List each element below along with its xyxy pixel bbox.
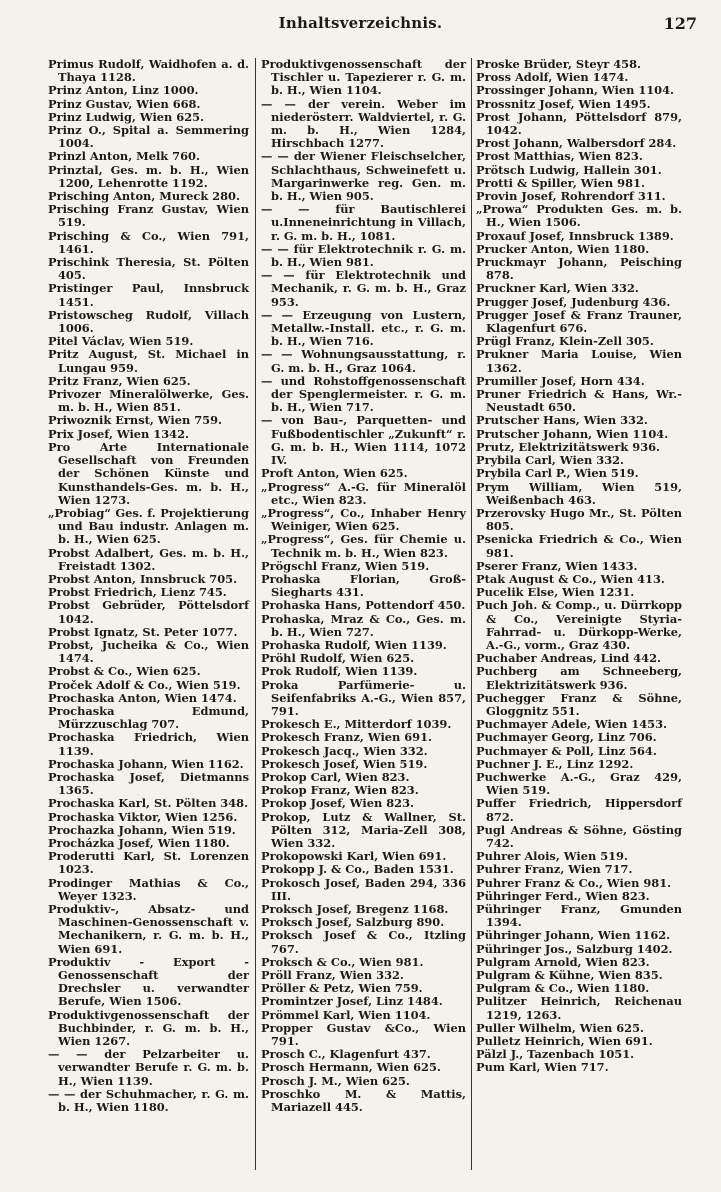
index-entry: Pruner Friedrich & Hans, Wr.-Neustadt 650.: [476, 387, 682, 415]
index-entry: Prinz Ludwig, Wien 625.: [48, 109, 205, 124]
index-entry: Prugger Josef & Franz Trauner, Klagenfurt 676.: [476, 307, 682, 336]
index-entry: — — für Elektrotechnik und Mechanik, r. G. m. b. H., Graz 953.: [261, 268, 466, 309]
page-header: [0, 6, 721, 40]
index-entry: Prohaska Hans, Pottendorf 450.: [261, 598, 466, 613]
index-entry: Prutscher Johann, Wien 1104.: [476, 426, 669, 441]
index-entry: Proka Parfümerie- u. Seifenfabriks A.-G., Wien 857, 791.: [261, 677, 466, 718]
index-entry: Puchaber Andreas, Lind 442.: [476, 651, 661, 666]
index-entry: Puchberg am Schneeberg, Elektrizitätswerk 936.: [476, 664, 682, 692]
index-entry: Prochaska Friedrich, Wien 1139.: [48, 730, 249, 758]
index-entry: Pucelik Else, Wien 1231.: [476, 585, 635, 600]
index-entry: Prinz Gustav, Wien 668.: [48, 96, 201, 111]
index-entry: Prosch J. M., Wien 625.: [261, 1073, 410, 1088]
index-entry: Probst, Jucheika & Co., Wien 1474.: [48, 637, 249, 666]
index-entry: Prügl Franz, Klein-Zell 305.: [476, 334, 654, 349]
index-entry: Probst Ignatz, St. Peter 1077.: [48, 624, 238, 639]
index-entry: Prumiller Josef, Horn 434.: [476, 373, 645, 388]
index-entry: „Progress“ A.-G. für Mineralöl etc., Wien 823.: [261, 479, 466, 507]
index-entry: Procházka Josef, Wien 1180.: [48, 835, 230, 850]
index-entry: Prybila Carl P., Wien 519.: [476, 466, 639, 481]
index-entry: Prinztal, Ges. m. b. H., Wien 1200, Lehenrotte 1192.: [48, 162, 249, 190]
index-entry: Pserer Franz, Wien 1433.: [476, 558, 638, 573]
index-entry: Puchegger Franz & Söhne, Gloggnitz 551.: [476, 690, 682, 718]
index-entry: Puchwerke A.-G., Graz 429, Wien 519.: [476, 769, 682, 798]
index-entry: Prokop Carl, Wien 823.: [261, 769, 410, 784]
index-entry: Prokop Franz, Wien 823.: [261, 783, 419, 798]
index-entry: Propper Gustav &Co., Wien 791.: [261, 1020, 466, 1049]
index-entry: Privozer Mineralölwerke, Ges. m. b. H., Wien 851.: [48, 387, 249, 415]
index-entry: Prochaska Anton, Wien 1474.: [48, 690, 237, 705]
index-entry: — und Rohstoffgenossenschaft der Spenglermeister. r. G. m. b. H., Wien 717.: [261, 373, 466, 415]
index-entry: Pühringer Franz, Gmunden 1394.: [476, 902, 682, 930]
index-entry: Proček Adolf & Co., Wien 519.: [48, 677, 241, 692]
index-entry: Pross Adolf, Wien 1474.: [476, 70, 629, 85]
index-entry: Puhrer Franz & Co., Wien 981.: [476, 875, 672, 890]
index-entry: Prucker Anton, Wien 1180.: [476, 241, 650, 256]
index-entry: — — Wohnungsausstattung, r. G. m. b. H., Graz 1064.: [261, 347, 466, 375]
index-entry: Prosch Hermann, Wien 625.: [261, 1060, 441, 1075]
index-entry: Prossnitz Josef, Wien 1495.: [476, 96, 651, 111]
index-entry: Prisching Anton, Mureck 280.: [48, 189, 240, 204]
index-entry: — — der Pelzarbeiter u. verwandter Berufe r. G. m. b. H., Wien 1139.: [48, 1047, 249, 1088]
index-entry: Pulgram Arnold, Wien 823.: [476, 954, 650, 969]
index-entry: — von Bau-, Parquetten- und Fußbodentischler „Zukunft“ r. G. m. b. H., Wien 1114, 1072 IV.: [261, 413, 466, 468]
index-entry: Protti & Spiller, Wien 981.: [476, 175, 645, 190]
index-entry: Probst Anton, Innsbruck 705.: [48, 571, 238, 586]
index-entry: Prossinger Johann, Wien 1104.: [476, 83, 675, 98]
index-entry: — — Erzeugung von Lustern, Metallw.-Install. etc., r. G. m. b. H., Wien 716.: [261, 307, 466, 349]
index-entry: Puffer Friedrich, Hippersdorf 872.: [476, 796, 682, 824]
index-entry: Pälzl J., Tazenbach 1051.: [476, 1047, 635, 1062]
index-entry: Prosch C., Klagenfurt 437.: [261, 1047, 431, 1062]
index-entry: — — der Schuhmacher, r. G. m. b. H., Wien 1180.: [48, 1086, 249, 1115]
index-entry: Pröhl Rudolf, Wien 625.: [261, 651, 415, 666]
index-entry: Prost Johann, Pöttelsdorf 879, 1042.: [476, 109, 682, 138]
index-entry: Proxauf Josef, Innsbruck 1389.: [476, 228, 674, 243]
index-entry: Prybila Carl, Wien 332.: [476, 453, 625, 468]
index-entry: Pritz August, St. Michael in Lungau 959.: [48, 347, 249, 375]
index-entry: Pühringer Johann, Wien 1162.: [476, 928, 671, 943]
index-entry: Proft Anton, Wien 625.: [261, 466, 408, 481]
index-entry: Proschko M. & Mattis, Mariazell 445.: [261, 1086, 466, 1115]
index-entry: Proksch Josef & Co., Itzling 767.: [261, 928, 466, 956]
index-entry: Prögschl Franz, Wien 519.: [261, 558, 430, 573]
index-entry: „Probiag“ Ges. f. Projektierung und Bau industr. Anlagen m. b. H., Wien 625.: [48, 505, 249, 547]
index-entry: Prochaska Karl, St. Pölten 348.: [48, 796, 249, 811]
column-1: [48, 58, 249, 1114]
index-entry: — — für Bautischlerei u.Inneneinrichtung in Villach, r. G. m. b. H., 1081.: [261, 202, 466, 243]
index-entry: Pristowscheg Rudolf, Villach 1006.: [48, 307, 249, 336]
index-columns: [0, 58, 721, 1178]
index-entry: Psenicka Friedrich & Co., Wien 981.: [476, 532, 682, 560]
index-entry: Prokesch Josef, Wien 519.: [261, 756, 428, 771]
index-entry: Pugl Andreas & Söhne, Gösting 742.: [476, 822, 682, 850]
index-entry: „Prowa“ Produkten Ges. m. b. H., Wien 1506.: [476, 202, 682, 230]
index-entry: Prost Matthias, Wien 823.: [476, 149, 643, 164]
index-entry: Proksch Josef, Salzburg 890.: [261, 915, 445, 930]
index-entry: — — der verein. Weber im niederösterr. Waldviertel, r. G. m. b. H., Wien 1284, Hirschbach 1277.: [261, 96, 466, 151]
index-entry: Probst & Co., Wien 625.: [48, 664, 201, 679]
index-entry: Prokopp J. & Co., Baden 1531.: [261, 862, 454, 877]
index-entry: Puhrer Franz, Wien 717.: [476, 862, 633, 877]
index-entry: Pitel Václav, Wien 519.: [48, 334, 194, 349]
index-entry: Pulgram & Co., Wien 1180.: [476, 981, 650, 996]
index-entry: Priwoznik Ernst, Wien 759.: [48, 413, 222, 428]
index-entry: Prokopowski Karl, Wien 691.: [261, 849, 447, 864]
index-entry: Prix Josef, Wien 1342.: [48, 426, 189, 441]
index-entry: Prokosch Josef, Baden 294, 336 III.: [261, 875, 466, 903]
index-entry: Prokesch E., Mitterdorf 1039.: [261, 717, 452, 732]
index-entry: Prinz O., Spital a. Semmering 1004.: [48, 123, 249, 151]
index-entry: Prochaska Josef, Dietmanns 1365.: [48, 769, 249, 798]
index-entry: Prutscher Hans, Wien 332.: [476, 413, 648, 428]
index-entry: Pulitzer Heinrich, Reichenau 1219, 1263.: [476, 994, 682, 1022]
index-entry: Prochazka Johann, Wien 519.: [48, 822, 236, 837]
index-entry: Proksch & Co., Wien 981.: [261, 954, 424, 969]
index-entry: Proske Brüder, Steyr 458.: [476, 57, 641, 71]
index-entry: Pühringer Jos., Salzburg 1402.: [476, 941, 673, 956]
index-entry: Prukner Maria Louise, Wien 1362.: [476, 347, 682, 375]
index-entry: Prinzl Anton, Melk 760.: [48, 149, 200, 164]
index-entry: Puchmayer Georg, Linz 706.: [476, 730, 657, 745]
index-entry: Prok Rudolf, Wien 1139.: [261, 664, 418, 679]
index-entry: Prokesch Jacq., Wien 332.: [261, 743, 428, 758]
index-entry: Provin Josef, Rohrendorf 311.: [476, 189, 666, 204]
index-entry: Prym William, Wien 519, Weißenbach 463.: [476, 479, 682, 507]
index-entry: Ptak August & Co., Wien 413.: [476, 571, 665, 586]
index-entry: Pühringer Ferd., Wien 823.: [476, 888, 650, 903]
index-entry: Prokop, Lutz & Wallner, St. Pölten 312, Maria-Zell 308, Wien 332.: [261, 809, 466, 850]
index-entry: Prokesch Franz, Wien 691.: [261, 730, 433, 745]
index-entry: „Progress“, Co., Inhaber Henry Weiniger, Wien 625.: [261, 505, 466, 534]
index-entry: Pulletz Heinrich, Wien 691.: [476, 1034, 653, 1049]
index-entry: Promintzer Josef, Linz 1484.: [261, 994, 443, 1009]
index-entry: Pulgram & Kühne, Wien 835.: [476, 968, 663, 983]
index-entry: Prokop Josef, Wien 823.: [261, 796, 414, 811]
index-entry: Prochaska Johann, Wien 1162.: [48, 756, 244, 771]
index-entry: Prohaska, Mraz & Co., Ges. m. b. H., Wien 727.: [261, 611, 466, 639]
index-entry: Prutz, Elektrizitätswerk 936.: [476, 439, 661, 454]
index-entry: Puhrer Alois, Wien 519.: [476, 849, 628, 864]
index-entry: Prisching Franz Gustav, Wien 519.: [48, 202, 249, 230]
index-entry: Pruckner Karl, Wien 332.: [476, 281, 639, 296]
index-entry: Prochaska Viktor, Wien 1256.: [48, 809, 238, 824]
index-entry: Produktiv-, Absatz- und Maschinen-Genossenschaft v. Mechanikern, r. G. m. b. H., Wien 691.: [48, 902, 249, 956]
index-entry: Prugger Josef, Judenburg 436.: [476, 294, 671, 309]
column-2: [261, 58, 466, 1114]
index-entry: Produktivgenossenschaft der Tischler u. Tapezierer r. G. m. b. H., Wien 1104.: [261, 57, 466, 98]
index-entry: Produktiv - Export - Genossenschaft der Drechsler u. verwandter Berufe, Wien 1506.: [48, 954, 249, 1009]
index-entry: Puchmayer Adele, Wien 1453.: [476, 717, 667, 732]
index-entry: Pritz Franz, Wien 625.: [48, 373, 191, 388]
index-entry: Prisching & Co., Wien 791, 1461.: [48, 228, 249, 256]
index-entry: Prohaska Rudolf, Wien 1139.: [261, 637, 447, 652]
index-entry: Puch Joh. & Comp., u. Dürrkopp & Co., Vereinigte Styria-Fahrrad- u. Dürkopp-Werke, A.-G., vorm., Graz 430.: [476, 598, 682, 652]
page-number: 127: [663, 14, 697, 33]
index-entry: Pro Arte Internationale Gesellschaft von Freunden der Schönen Künste und Kunsthandels-Ges. m. b. H., Wien 1273.: [48, 439, 249, 507]
index-entry: Pröll Franz, Wien 332.: [261, 968, 404, 983]
index-entry: Probst Friedrich, Lienz 745.: [48, 585, 227, 600]
index-entry: Pruckmayr Johann, Peisching 878.: [476, 255, 682, 283]
index-entry: Probst Gebrüder, Pöttelsdorf 1042.: [48, 598, 249, 626]
index-entry: Prost Johann, Walbersdorf 284.: [476, 136, 677, 151]
index-entry: Prohaska Florian, Groß-Siegharts 431.: [261, 571, 466, 600]
index-entry: Pum Karl, Wien 717.: [476, 1060, 609, 1075]
index-entry: Przerovsky Hugo Mr., St. Pölten 805.: [476, 505, 682, 534]
index-entry: — — der Wiener Fleischselcher, Schlachthaus, Schweinefett u. Margarinwerke reg. Gen. m. b. H., Wien 905.: [261, 149, 466, 204]
index-entry: Prinz Anton, Linz 1000.: [48, 83, 199, 98]
index-entry: Proderutti Karl, St. Lorenzen 1023.: [48, 849, 249, 877]
index-entry: Primus Rudolf, Waidhofen a. d. Thaya 1128.: [48, 57, 249, 85]
index-entry: Proksch Josef, Bregenz 1168.: [261, 902, 449, 916]
index-entry: Prischink Theresia, St. Pölten 405.: [48, 255, 249, 283]
index-entry: „Progress“, Ges. für Chemie u. Technik m. b. H., Wien 823.: [261, 532, 466, 560]
column-3: [476, 58, 682, 1075]
index-entry: Produktivgenossenschaft der Buchbinder, r. G. m. b. H., Wien 1267.: [48, 1007, 249, 1049]
index-entry: Prochaska Edmund, Mürzzuschlag 707.: [48, 703, 249, 732]
index-entry: Puchner J. E., Linz 1292.: [476, 756, 634, 771]
index-entry: Pröller & Petz, Wien 759.: [261, 981, 423, 996]
index-entry: Puller Wilhelm, Wien 625.: [476, 1020, 644, 1035]
index-entry: Prodinger Mathias & Co., Weyer 1323.: [48, 875, 249, 903]
index-entry: Prömmel Karl, Wien 1104.: [261, 1007, 431, 1022]
index-entry: Puchmayer & Poll, Linz 564.: [476, 743, 657, 758]
index-entry: Pristinger Paul, Innsbruck 1451.: [48, 281, 249, 309]
index-entry: Prötsch Ludwig, Hallein 301.: [476, 162, 662, 177]
index-entry: — — für Elektrotechnik r. G. m. b. H., Wien 981.: [261, 241, 466, 270]
page-title: Inhaltsverzeichnis.: [278, 14, 443, 32]
index-entry: Probst Adalbert, Ges. m. b. H., Freistadt 1302.: [48, 545, 249, 573]
